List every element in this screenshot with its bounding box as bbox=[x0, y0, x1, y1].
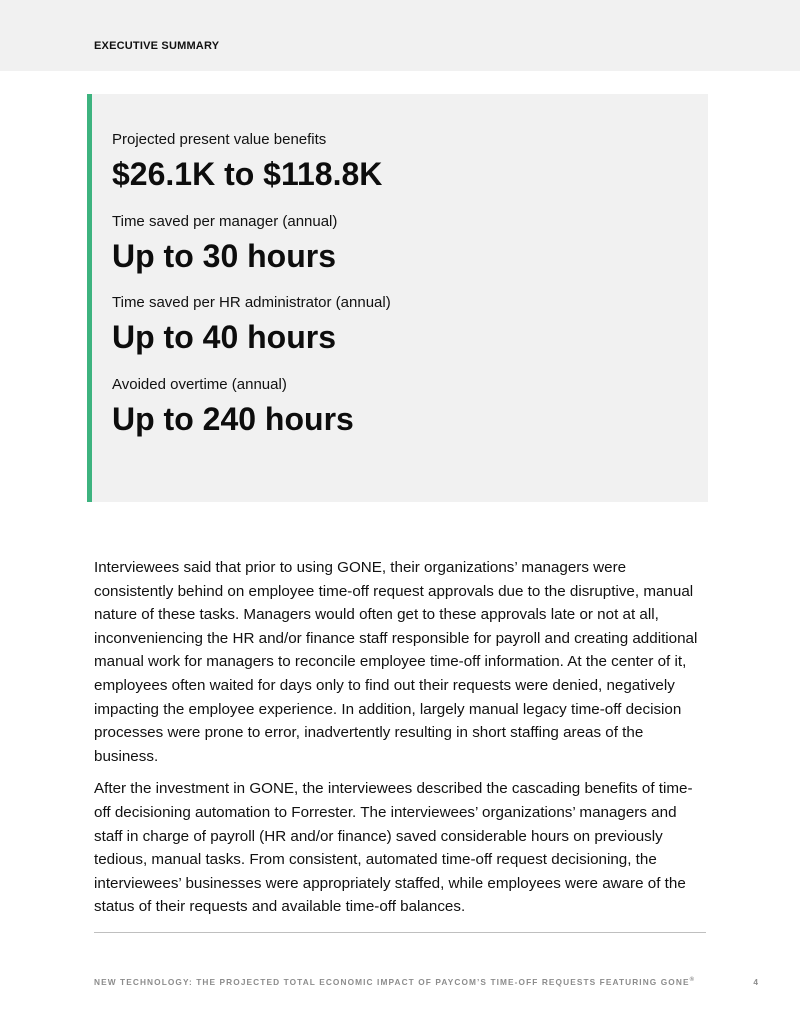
metric-label: Projected present value benefits bbox=[112, 131, 327, 148]
paragraph: Interviewees said that prior to using GONE, their organizations’ managers were consistently behind on employee time-off request approvals due to the disruptive, manual nature of these tasks. Managers would often get to these approvals late or not at all, inconveniencing the HR and/or finance staff responsible for payroll and creating additional manual work for managers to reconcile employee time-off information. At the center of it, employees often waited for days only to find out their requests were denied, negatively impacting the employee experience. In addition, largely manual legacy time-off decision processes were prone to error, inadvertently resulting in short staffing areas of the business. bbox=[94, 559, 698, 765]
metric-manager-time bbox=[112, 213, 337, 275]
metric-value: Up to 40 hours bbox=[112, 319, 337, 355]
metric-hr-admin-time bbox=[112, 294, 391, 356]
section-title: EXECUTIVE SUMMARY bbox=[94, 40, 220, 52]
metric-label: Time saved per HR administrator (annual) bbox=[112, 294, 391, 311]
metric-avoided-overtime bbox=[112, 376, 354, 438]
metric-value: Up to 240 hours bbox=[112, 401, 354, 437]
body-text bbox=[94, 556, 708, 928]
header-band bbox=[0, 0, 800, 71]
metric-value: Up to 30 hours bbox=[112, 238, 337, 274]
footer-report-title bbox=[94, 977, 695, 987]
metric-pv-benefits bbox=[112, 131, 382, 193]
metric-value: $26.1K to $118.8K bbox=[112, 156, 383, 192]
page-number: 4 bbox=[753, 977, 758, 987]
footer-divider bbox=[94, 932, 706, 933]
metric-label: Time saved per manager (annual) bbox=[112, 213, 338, 230]
trademark-symbol: ® bbox=[689, 977, 696, 984]
footer-title-text: NEW TECHNOLOGY: THE PROJECTED TOTAL ECONOMIC IMPACT OF PAYCOM’S TIME-OFF REQUESTS FEATURING GONE bbox=[94, 977, 690, 987]
accent-bar bbox=[87, 94, 92, 502]
key-metrics-panel bbox=[87, 94, 708, 502]
metric-label: Avoided overtime (annual) bbox=[112, 376, 287, 393]
paragraph: After the investment in GONE, the interviewees described the cascading benefits of time-off decisioning automation to Forrester. The interviewees’ organizations’ managers and staff in charge of payroll (HR and/or finance) saved considerable hours on previously tedious, manual tasks. From consistent, automated time-off request decisioning, the interviewees’ businesses were appropriately staffed, while employees were aware of the status of their requests and available time-off balances. bbox=[94, 780, 693, 916]
